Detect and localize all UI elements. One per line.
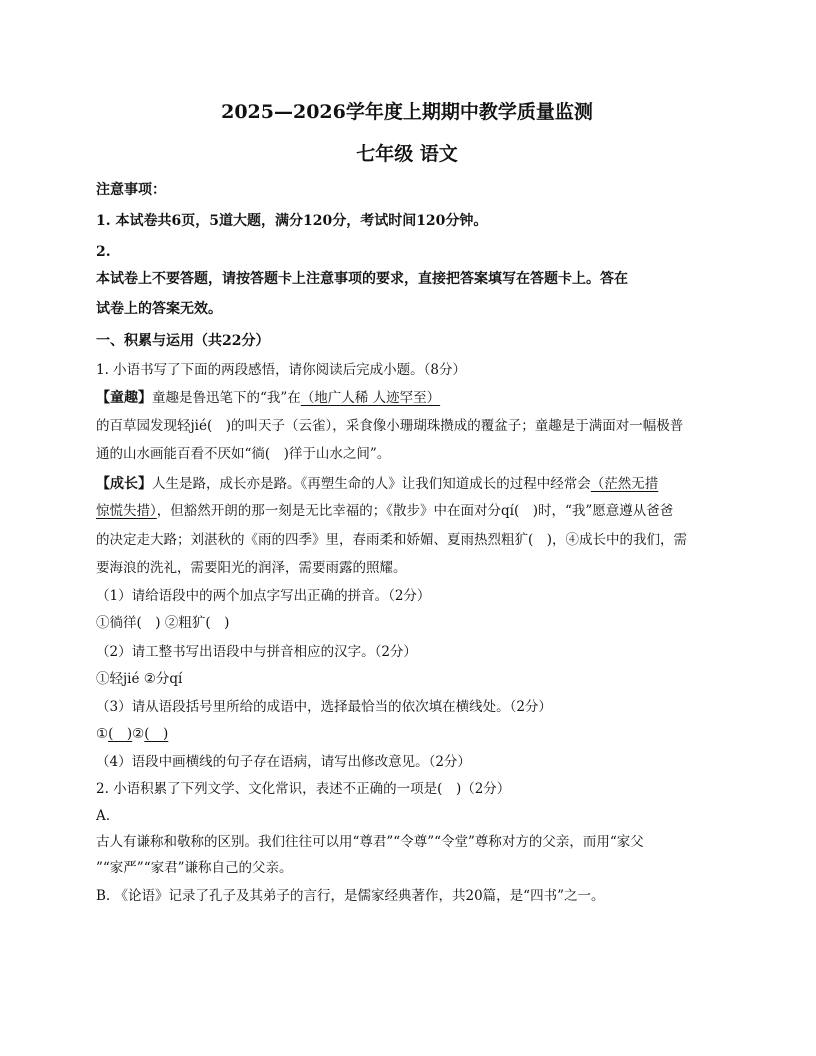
notes-heading: 注意事项： <box>96 182 166 198</box>
question-1-stem: 1. 小语书写了下面的两段感悟，请你阅读后完成小题。（8分） <box>96 362 467 378</box>
passage-2-line-4: 要海浪的洗礼，需要阳光的润泽，需要雨露的照耀。 <box>96 560 407 576</box>
passage-1-tag: 【童趣】 <box>96 390 152 406</box>
answer-blank-1: ( ) <box>108 726 133 742</box>
section-heading: 一、积累与运用（共22分） <box>96 333 270 349</box>
passage-2-line-3: 的决定走大路；刘湛秋的《雨的四季》里，春雨柔和娇媚、夏雨热烈粗犷( )，④成长中的我们，需 <box>96 532 688 548</box>
notes-item-2-line-2: 试卷上的答案无效。 <box>96 301 222 317</box>
exam-title: 2025—2026学年度上期期中教学质量监测 <box>221 101 593 123</box>
passage-1-idiom-choice: （地广人稀 人迹罕至） <box>300 390 441 406</box>
notes-item-2-line-1: 本试卷上不要答题，请按答题卡上注意事项的要求，直接把答案填写在答题卡上。答在 <box>96 271 628 287</box>
exam-subtitle: 七年级 语文 <box>356 143 458 165</box>
passage-2-line-1 <box>96 474 718 494</box>
option-a-line-2: ”“家严”“家君”谦称自己的父亲。 <box>96 860 293 876</box>
passage-1-line-1 <box>96 388 718 408</box>
subquestion-1-answer: ①徜徉( ) ②粗犷( ) <box>96 615 230 631</box>
subquestion-3: （3）请从语段括号里所给的成语中，选择最恰当的依次填在横线处。（2分） <box>96 699 552 715</box>
question-2-stem: 2. 小语积累了下列文学、文化常识，表述不正确的一项是( )（2分） <box>96 781 511 797</box>
notes-item-2-number: 2. <box>96 244 111 260</box>
passage-1-text: 童趣是鲁迅笔下的“我”在 <box>152 390 301 406</box>
passage-2-text-2: ，但豁然开朗的那一刻是无比幸福的；《散步》中在面对分qí( )时，“我”愿意遵从爸爸 <box>156 503 674 519</box>
passage-2-tag: 【成长】 <box>96 476 152 492</box>
subquestion-4: （4）语段中画横线的句子存在语病，请写出修改意见。（2分） <box>96 754 471 770</box>
notes-item-1: 1. 本试卷共6页，5道大题，满分120分，考试时间120分钟。 <box>96 213 488 229</box>
passage-2-line-2 <box>96 501 718 521</box>
passage-1-line-2: 的百草园发现轻jié( )的叫天子（云雀），采食像小珊瑚珠攒成的覆盆子；童趣是于满面对一幅极普 <box>96 418 684 434</box>
option-b: B. 《论语》记录了孔子及其弟子的言行，是儒家经典著作，共20篇，是“四书”之一。 <box>96 888 605 904</box>
subquestion-3-answer <box>96 724 718 744</box>
answer-marker-1: ① <box>96 726 109 742</box>
passage-2-idiom-choice-2: 惊慌失措） <box>96 503 157 519</box>
answer-marker-2: ② <box>132 726 145 742</box>
option-a-label: A. <box>96 808 111 824</box>
passage-1-line-3: 通的山水画能百看不厌如“徜( )徉于山水之间”。 <box>96 446 391 462</box>
subquestion-2-answer: ①轻jié ②分qí <box>96 671 183 687</box>
subquestion-1: （1）请给语段中的两个加点字写出正确的拼音。（2分） <box>96 588 431 604</box>
answer-blank-2: ( ) <box>144 726 169 742</box>
passage-2-idiom-choice-1: （茫然无措 <box>590 476 659 492</box>
passage-2-text: 人生是路，成长亦是路。《再塑生命的人》让我们知道成长的过程中经常会 <box>152 476 591 492</box>
option-a-line-1: 古人有谦称和敬称的区别。我们往往可以用“尊君”“令尊”“令堂”尊称对方的父亲，而用“家父 <box>96 834 644 850</box>
subquestion-2: （2）请工整书写出语段中与拼音相应的汉字。（2分） <box>96 644 417 660</box>
